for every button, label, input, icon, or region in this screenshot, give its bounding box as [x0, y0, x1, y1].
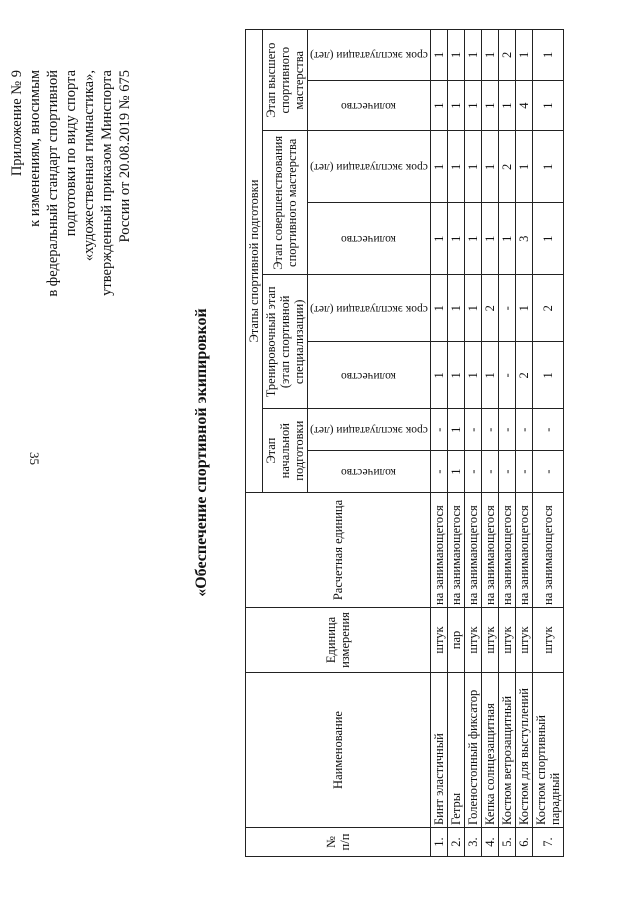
term-cell: - [498, 409, 515, 451]
item-name: Бинт эластичный [430, 673, 447, 828]
item-name: Гетры [447, 673, 464, 828]
term-cell: 2 [481, 275, 498, 342]
term-cell: - [481, 409, 498, 451]
table-row [464, 30, 481, 857]
appendix-header [8, 70, 134, 297]
item-unit: штук [481, 608, 498, 673]
item-name: Кепка солнцезащитная [481, 673, 498, 828]
item-name: Костюм спортивный парадный [532, 673, 563, 828]
term-cell: 1 [464, 131, 481, 203]
term-cell: - [515, 409, 532, 451]
qty-cell: - [515, 451, 532, 493]
term-cell: - [464, 409, 481, 451]
term-cell: 1 [447, 275, 464, 342]
row-number: 4. [481, 828, 498, 857]
term-cell: 2 [532, 275, 563, 342]
row-number: 5. [498, 828, 515, 857]
table-row [447, 30, 464, 857]
header-term-text: срок эксплуатации (лет) [310, 424, 428, 437]
qty-cell: 1 [447, 80, 464, 131]
header-stage-3: Этап совершенствования спортивного мастерства [263, 131, 308, 275]
table-row [430, 30, 447, 857]
term-cell: 2 [498, 30, 515, 81]
header-term-text: срок эксплуатации (лет) [310, 161, 428, 174]
qty-cell: 1 [430, 203, 447, 275]
header-stage-1: Этап начальной подготовки [263, 409, 308, 493]
header-unit: Единица измерения [246, 608, 431, 673]
header-qty-text: количество [341, 369, 397, 382]
qty-cell: 1 [447, 203, 464, 275]
header-qty [308, 342, 431, 409]
item-calc-unit: на занимающегося [447, 493, 464, 608]
qty-cell: - [430, 451, 447, 493]
term-cell: 1 [464, 275, 481, 342]
term-cell: 1 [447, 131, 464, 203]
item-unit: штук [464, 608, 481, 673]
header-stages: Этапы спортивной подготовки [246, 30, 263, 493]
header-qty-text: количество [341, 100, 397, 113]
qty-cell: 2 [515, 342, 532, 409]
qty-cell: 1 [481, 80, 498, 131]
header-qty-text: количество [341, 466, 397, 479]
header-qty [308, 451, 431, 493]
item-name: Костюм для выступлений [515, 673, 532, 828]
row-number: 1. [430, 828, 447, 857]
term-cell: 1 [430, 131, 447, 203]
term-cell: 1 [515, 275, 532, 342]
qty-cell: 1 [464, 80, 481, 131]
qty-cell: 1 [464, 342, 481, 409]
row-number: 2. [447, 828, 464, 857]
item-unit: пар [447, 608, 464, 673]
item-calc-unit: на занимающегося [481, 493, 498, 608]
term-cell: 1 [481, 30, 498, 81]
appendix-line: в федеральный стандарт спортивной [45, 70, 61, 297]
qty-cell: 1 [481, 342, 498, 409]
item-unit: штук [532, 608, 563, 673]
term-cell: 1 [447, 30, 464, 81]
qty-cell: 4 [515, 80, 532, 131]
item-calc-unit: на занимающегося [464, 493, 481, 608]
header-name: Наименование [246, 673, 431, 828]
term-cell: 1 [464, 30, 481, 81]
qty-cell: 1 [498, 80, 515, 131]
page-number: 35 [27, 452, 42, 465]
item-name: Костюм ветрозащитный [498, 673, 515, 828]
term-cell: 1 [532, 131, 563, 203]
item-unit: штук [515, 608, 532, 673]
item-name: Голеностопный фиксатор [464, 673, 481, 828]
term-cell: - [532, 409, 563, 451]
header-term [308, 409, 431, 451]
qty-cell: 1 [430, 342, 447, 409]
item-calc-unit: на занимающегося [515, 493, 532, 608]
header-num: № п/п [246, 828, 431, 857]
term-cell: 1 [532, 30, 563, 81]
row-number: 7. [532, 828, 563, 857]
term-cell: - [430, 409, 447, 451]
qty-cell: 1 [498, 203, 515, 275]
qty-cell: 1 [464, 203, 481, 275]
term-cell: - [498, 275, 515, 342]
document-title: «Обеспечение спортивной экипировкой [193, 308, 210, 597]
qty-cell: 1 [481, 203, 498, 275]
header-calc: Расчетная единица [246, 493, 431, 608]
qty-cell: 1 [447, 342, 464, 409]
header-term [308, 30, 431, 81]
qty-cell: 1 [532, 342, 563, 409]
table-row [481, 30, 498, 857]
table-row [498, 30, 515, 857]
header-qty [308, 203, 431, 275]
appendix-line: Приложение № 9 [9, 70, 25, 177]
qty-cell: - [532, 451, 563, 493]
header-term-text: срок эксплуатации (лет) [310, 302, 428, 315]
header-qty-text: количество [341, 233, 397, 246]
qty-cell: 1 [447, 451, 464, 493]
header-qty [308, 80, 431, 131]
qty-cell: 3 [515, 203, 532, 275]
appendix-line: утвержденный приказом Минспорта [99, 70, 115, 296]
qty-cell: - [464, 451, 481, 493]
qty-cell: 1 [532, 203, 563, 275]
item-calc-unit: на занимающегося [498, 493, 515, 608]
item-unit: штук [430, 608, 447, 673]
appendix-line: России от 20.08.2019 № 675 [117, 70, 133, 243]
qty-cell: 1 [532, 80, 563, 131]
appendix-line: подготовки по виду спорта [63, 70, 79, 237]
item-calc-unit: на занимающегося [430, 493, 447, 608]
term-cell: 1 [481, 131, 498, 203]
table-body [430, 30, 563, 857]
term-cell: 1 [430, 275, 447, 342]
header-stage-2: Тренировочный этап (этап спортивной специализации) [263, 275, 308, 409]
equipment-table [245, 29, 564, 857]
table-row [515, 30, 532, 857]
header-term-text: срок эксплуатации (лет) [310, 49, 428, 62]
appendix-line: к изменениям, вносимым [27, 70, 43, 227]
qty-cell: - [498, 451, 515, 493]
term-cell: 1 [515, 131, 532, 203]
appendix-line: «художественная гимнастика», [81, 70, 97, 262]
item-calc-unit: на занимающегося [532, 493, 563, 608]
header-term [308, 131, 431, 203]
header-term [308, 275, 431, 342]
item-unit: штук [498, 608, 515, 673]
term-cell: 1 [430, 30, 447, 81]
term-cell: 1 [515, 30, 532, 81]
row-number: 6. [515, 828, 532, 857]
qty-cell: - [498, 342, 515, 409]
qty-cell: 1 [430, 80, 447, 131]
qty-cell: - [481, 451, 498, 493]
row-number: 3. [464, 828, 481, 857]
term-cell: 1 [447, 409, 464, 451]
term-cell: 2 [498, 131, 515, 203]
header-stage-4: Этап высшего спортивного мастерства [263, 30, 308, 131]
table-row [532, 30, 563, 857]
